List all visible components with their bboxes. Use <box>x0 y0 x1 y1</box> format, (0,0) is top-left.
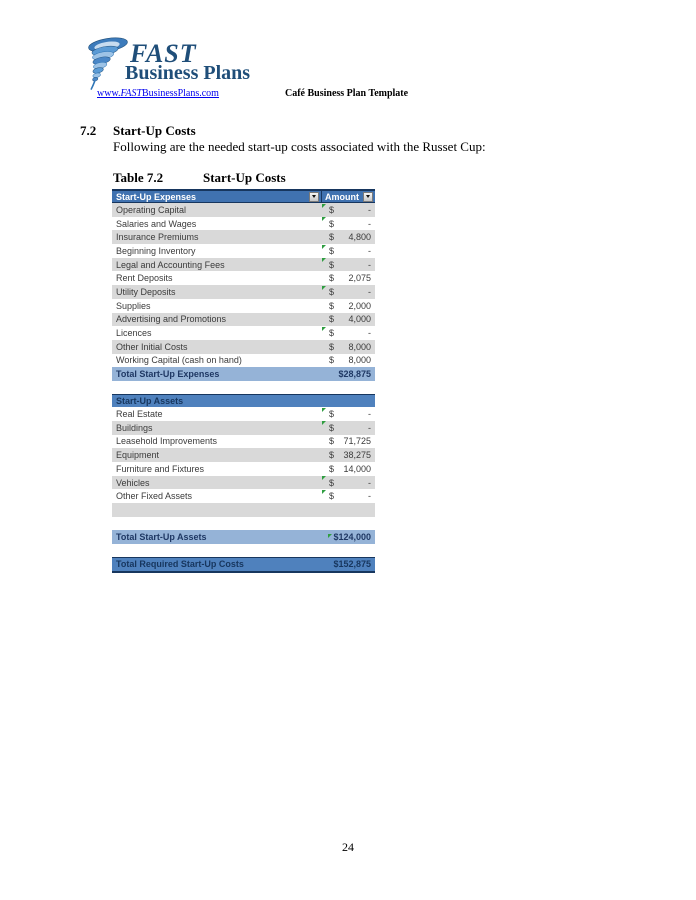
currency-symbol: $ <box>329 300 335 311</box>
total-amount <box>322 558 375 572</box>
section-gap <box>112 517 375 530</box>
currency-symbol: $ <box>329 232 335 243</box>
row-amount <box>322 476 375 490</box>
row-amount <box>322 435 375 449</box>
amount-value: - <box>368 218 371 229</box>
amount-value: - <box>368 477 371 488</box>
row-label: Advertising and Promotions <box>116 314 227 325</box>
formula-flag-icon <box>322 408 326 412</box>
logo-text-fast: FAST <box>130 39 197 68</box>
website-link-suffix: BusinessPlans.com <box>142 88 219 99</box>
table-row <box>112 258 375 272</box>
section-gap <box>112 544 375 557</box>
row-label: Legal and Accounting Fees <box>116 259 225 270</box>
amount-value: - <box>368 422 371 433</box>
total-amount <box>322 530 375 544</box>
currency-symbol: $ <box>329 463 335 474</box>
currency-symbol: $ <box>329 409 335 420</box>
expenses-rows <box>112 203 375 367</box>
document-title: Café Business Plan Template <box>285 88 409 99</box>
currency-symbol: $ <box>329 259 335 270</box>
formula-flag-icon <box>322 421 326 425</box>
row-amount <box>322 271 375 285</box>
amount-value: 4,800 <box>348 232 371 243</box>
table-row <box>112 230 375 244</box>
row-amount <box>322 326 375 340</box>
table-row <box>112 326 375 340</box>
table-caption-label: Table 7.2 <box>113 170 164 185</box>
total-label: Total Required Start-Up Costs <box>116 559 244 570</box>
logo-text-business-plans: Business Plans <box>125 62 251 84</box>
table-row <box>112 503 375 517</box>
row-label: Vehicles <box>116 477 150 488</box>
total-value: $124,000 <box>333 531 371 542</box>
total-value: $152,875 <box>333 559 371 570</box>
table-row <box>112 340 375 354</box>
total-value: $28,875 <box>338 369 371 380</box>
row-amount <box>322 285 375 299</box>
currency-symbol: $ <box>329 218 335 229</box>
currency-symbol: $ <box>329 204 335 215</box>
table-row <box>112 313 375 327</box>
row-amount <box>322 462 375 476</box>
row-label: Supplies <box>116 300 151 311</box>
formula-flag-icon <box>328 534 332 538</box>
amount-value: - <box>368 409 371 420</box>
row-amount <box>322 230 375 244</box>
section-number: 7.2 <box>80 123 97 138</box>
row-amount <box>322 313 375 327</box>
total-amount <box>322 367 375 381</box>
amount-value: - <box>368 259 371 270</box>
table-row <box>112 462 375 476</box>
assets-header-label: Start-Up Assets <box>116 395 184 406</box>
row-amount <box>322 258 375 272</box>
intro-text: Following are the needed start-up costs associated with the Russet Cup: <box>113 139 486 154</box>
formula-flag-icon <box>322 286 326 290</box>
section-gap <box>112 381 375 393</box>
row-label: Real Estate <box>116 409 163 420</box>
table-row <box>112 285 375 299</box>
row-amount <box>322 421 375 435</box>
row-label: Equipment <box>116 450 160 461</box>
table-row <box>112 489 375 503</box>
amount-value: 71,725 <box>343 436 371 447</box>
filter-dropdown-amount-button[interactable] <box>363 192 373 202</box>
table-row <box>112 421 375 435</box>
amount-value: - <box>368 286 371 297</box>
currency-symbol: $ <box>329 245 335 256</box>
table-header-row <box>112 189 375 203</box>
row-label: Licences <box>116 328 152 339</box>
amount-value: - <box>368 204 371 215</box>
expenses-total-row <box>112 367 375 381</box>
total-label: Total Start-Up Assets <box>116 531 207 542</box>
currency-symbol: $ <box>329 273 335 284</box>
table-row <box>112 448 375 462</box>
formula-flag-icon <box>322 204 326 208</box>
row-amount <box>322 244 375 258</box>
column-header-amount: Amount <box>321 191 363 202</box>
formula-flag-icon <box>322 217 326 221</box>
row-label: Rent Deposits <box>116 273 173 284</box>
amount-value: 8,000 <box>348 341 371 352</box>
column-header-expenses: Start-Up Expenses <box>116 191 197 202</box>
amount-value: 2,075 <box>348 273 371 284</box>
currency-symbol: $ <box>329 286 335 297</box>
row-label: Working Capital (cash on hand) <box>116 355 242 366</box>
row-label: Insurance Premiums <box>116 232 199 243</box>
row-label: Leasehold Improvements <box>116 436 218 447</box>
filter-dropdown-expenses-button[interactable] <box>309 192 319 202</box>
row-amount <box>322 203 375 217</box>
currency-symbol: $ <box>329 450 335 461</box>
table-row <box>112 271 375 285</box>
assets-rows <box>112 407 375 517</box>
chevron-down-icon <box>312 195 316 198</box>
row-label: Other Fixed Assets <box>116 491 193 502</box>
currency-symbol: $ <box>329 355 335 366</box>
row-label: Operating Capital <box>116 204 187 215</box>
row-label: Buildings <box>116 422 153 433</box>
table-row <box>112 354 375 368</box>
currency-symbol: $ <box>329 491 335 502</box>
row-amount <box>322 448 375 462</box>
table-row <box>112 407 375 421</box>
table-row <box>112 203 375 217</box>
currency-symbol: $ <box>329 328 335 339</box>
amount-value: - <box>368 245 371 256</box>
chevron-down-icon <box>366 195 370 198</box>
row-label: Furniture and Fixtures <box>116 463 205 474</box>
currency-symbol: $ <box>329 422 335 433</box>
table-row <box>112 244 375 258</box>
row-amount <box>322 354 375 368</box>
currency-symbol: $ <box>329 341 335 352</box>
amount-value: - <box>368 491 371 502</box>
table-caption-title: Start-Up Costs <box>203 170 286 185</box>
row-amount <box>322 503 375 517</box>
amount-value: - <box>368 328 371 339</box>
row-amount <box>322 299 375 313</box>
table-row <box>112 476 375 490</box>
total-label: Total Start-Up Expenses <box>116 369 220 380</box>
row-label: Utility Deposits <box>116 286 176 297</box>
page-number: 24 <box>342 840 354 854</box>
currency-symbol: $ <box>329 477 335 488</box>
row-label: Other Initial Costs <box>116 341 188 352</box>
website-link-fast: FAST <box>120 88 143 99</box>
grand-total-row <box>112 557 375 574</box>
assets-section-header <box>112 394 375 408</box>
currency-symbol: $ <box>329 436 335 447</box>
amount-value: 2,000 <box>348 300 371 311</box>
amount-value: 8,000 <box>348 355 371 366</box>
row-amount <box>322 217 375 231</box>
row-amount <box>322 340 375 354</box>
table-row <box>112 299 375 313</box>
table-row <box>112 217 375 231</box>
formula-flag-icon <box>322 490 326 494</box>
formula-flag-icon <box>322 476 326 480</box>
amount-value: 14,000 <box>343 463 371 474</box>
row-amount <box>322 407 375 421</box>
startup-costs-table <box>112 189 375 573</box>
row-label: Salaries and Wages <box>116 218 197 229</box>
assets-total-row <box>112 530 375 544</box>
tornado-logo-icon <box>85 37 129 92</box>
formula-flag-icon <box>322 258 326 262</box>
row-label: Beginning Inventory <box>116 245 196 256</box>
section-heading: Start-Up Costs <box>113 123 196 138</box>
formula-flag-icon <box>322 327 326 331</box>
amount-value: 38,275 <box>343 450 371 461</box>
currency-symbol: $ <box>329 314 335 325</box>
table-row <box>112 435 375 449</box>
row-amount <box>322 489 375 503</box>
website-link[interactable] <box>97 88 219 99</box>
amount-value: 4,000 <box>348 314 371 325</box>
formula-flag-icon <box>322 245 326 249</box>
website-link-prefix: www. <box>97 88 121 99</box>
